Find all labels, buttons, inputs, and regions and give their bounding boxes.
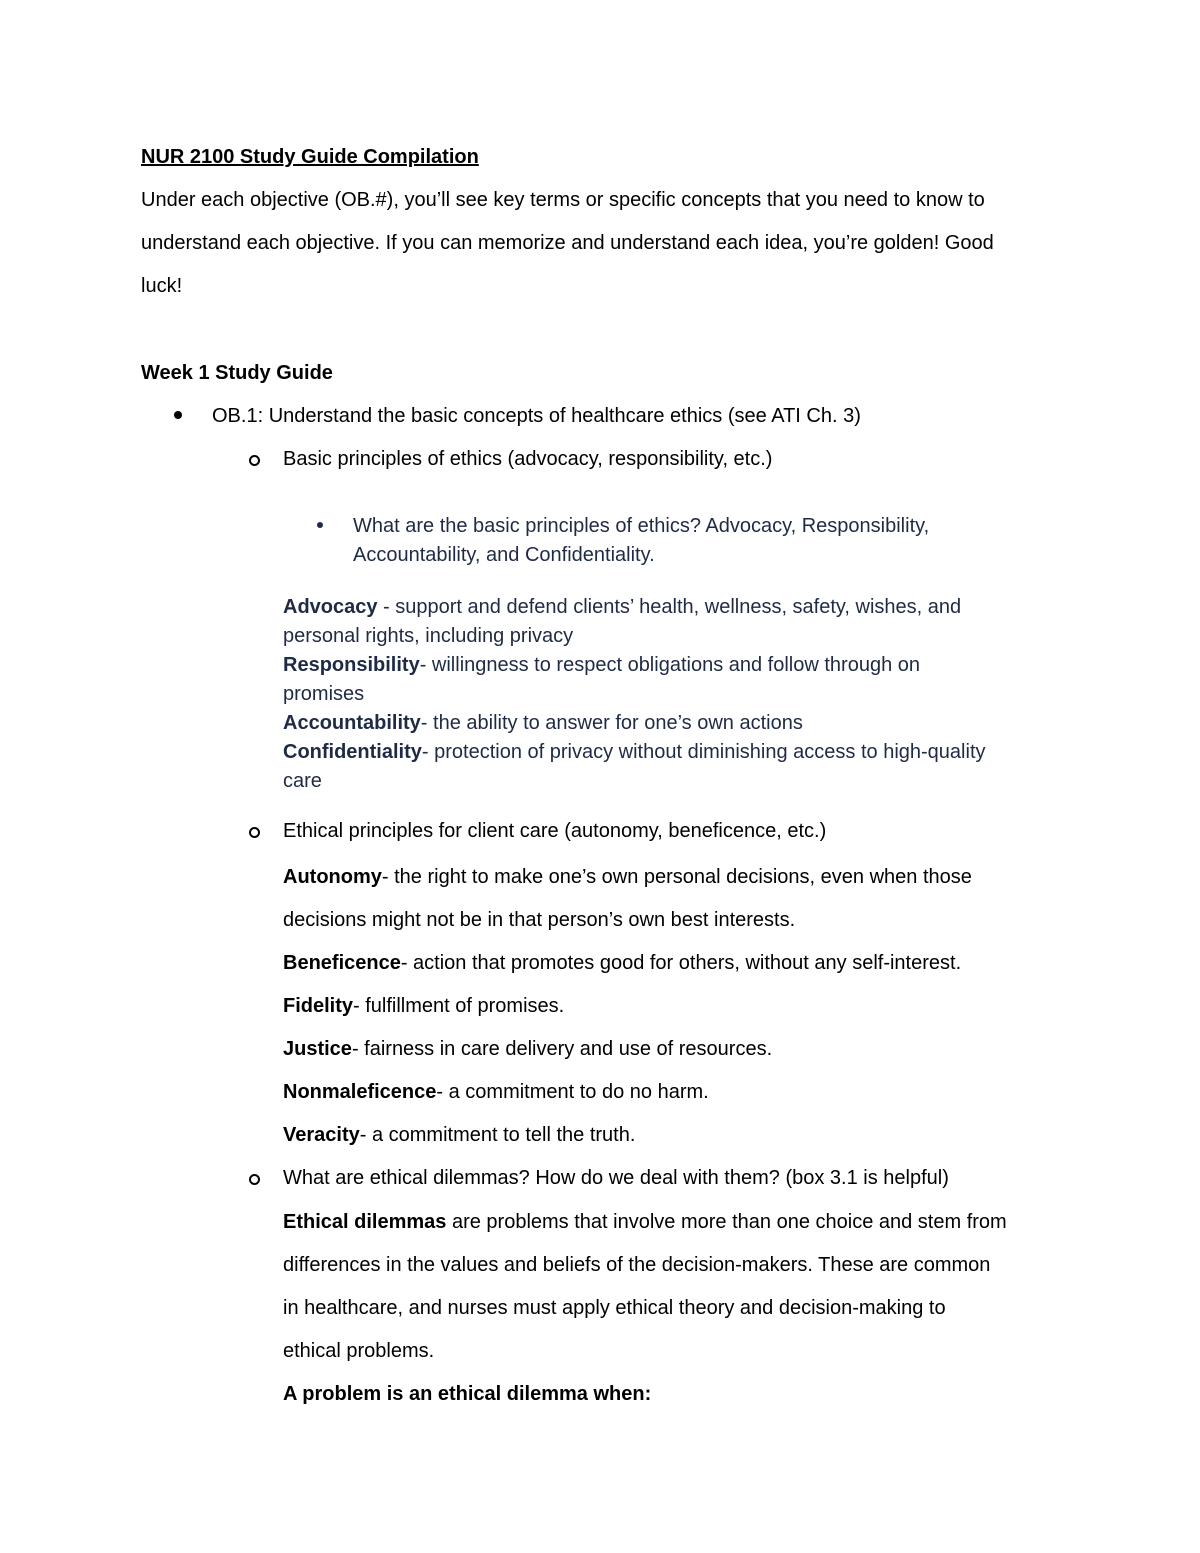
autonomy-line-1 xyxy=(283,864,972,890)
dilemmas-term: Ethical dilemmas xyxy=(283,1211,447,1233)
objective-ob1: OB.1: Understand the basic concepts of healthcare ethics (see ATI Ch. 3) xyxy=(212,405,861,427)
bullet-ring-icon xyxy=(249,455,260,466)
autonomy-definition: - the right to make one’s own personal decisions, even when those xyxy=(381,866,972,888)
responsibility-line-1 xyxy=(283,652,920,678)
responsibility-definition: - willingness to respect obligations and follow through on xyxy=(419,654,920,676)
accountability-line xyxy=(283,710,803,736)
fidelity-line xyxy=(283,993,564,1019)
question-line-1: What are the basic principles of ethics? Advocacy, Responsibility, xyxy=(353,515,930,537)
confidentiality-term: Confidentiality xyxy=(283,741,422,763)
intro-line-1: Under each objective (OB.#), you’ll see key terms or specific concepts that you need to know to xyxy=(141,189,985,211)
intro-line-2: understand each objective. If you can memorize and understand each idea, you’re golden! Good xyxy=(141,232,994,254)
accountability-term: Accountability xyxy=(283,712,421,734)
sub-item-basic-principles: Basic principles of ethics (advocacy, responsibility, etc.) xyxy=(283,448,773,470)
nonmaleficence-term: Nonmaleficence xyxy=(283,1081,437,1103)
dilemmas-definition: are problems that involve more than one choice and stem from xyxy=(446,1211,1007,1233)
fidelity-definition: - fulfillment of promises. xyxy=(353,995,565,1017)
nonmaleficence-line xyxy=(283,1079,709,1105)
question-line-2: Accountability, and Confidentiality. xyxy=(353,544,655,566)
document-title: NUR 2100 Study Guide Compilation xyxy=(141,146,479,168)
justice-definition: - fairness in care delivery and use of resources. xyxy=(351,1038,773,1060)
dilemmas-line-3: in healthcare, and nurses must apply ethical theory and decision-making to xyxy=(283,1297,946,1319)
accountability-definition: - the ability to answer for one’s own actions xyxy=(420,712,803,734)
beneficence-term: Beneficence xyxy=(283,952,401,974)
sub-item-ethical-dilemmas: What are ethical dilemmas? How do we deal with them? (box 3.1 is helpful) xyxy=(283,1167,949,1189)
bullet-ring-icon xyxy=(249,1174,260,1185)
responsibility-term: Responsibility xyxy=(283,654,420,676)
veracity-line xyxy=(283,1122,635,1148)
confidentiality-line-2: care xyxy=(283,770,322,792)
justice-line xyxy=(283,1036,772,1062)
sub-item-client-care: Ethical principles for client care (autonomy, beneficence, etc.) xyxy=(283,820,827,842)
dilemmas-line-1 xyxy=(283,1209,1007,1235)
autonomy-line-2: decisions might not be in that person’s own best interests. xyxy=(283,909,796,931)
dilemmas-line-2: differences in the values and beliefs of the decision-makers. These are common xyxy=(283,1254,991,1276)
advocacy-line-2: personal rights, including privacy xyxy=(283,625,574,647)
bullet-dot-icon xyxy=(174,411,182,419)
week-heading: Week 1 Study Guide xyxy=(141,362,333,384)
bullet-ring-icon xyxy=(249,827,260,838)
confidentiality-line-1 xyxy=(283,739,986,765)
intro-line-3: luck! xyxy=(141,275,183,297)
beneficence-definition: - action that promotes good for others, without any self-interest. xyxy=(400,952,962,974)
dilemma-criteria-heading: A problem is an ethical dilemma when: xyxy=(283,1383,652,1405)
autonomy-term: Autonomy xyxy=(283,866,382,888)
justice-term: Justice xyxy=(283,1038,352,1060)
bullet-small-icon xyxy=(317,522,323,528)
veracity-term: Veracity xyxy=(283,1124,360,1146)
advocacy-line-1 xyxy=(283,594,961,620)
nonmaleficence-definition: - a commitment to do no harm. xyxy=(436,1081,709,1103)
confidentiality-definition: - protection of privacy without diminishing access to high-quality xyxy=(421,741,986,763)
dilemmas-line-4: ethical problems. xyxy=(283,1340,435,1362)
responsibility-line-2: promises xyxy=(283,683,365,705)
advocacy-term: Advocacy xyxy=(283,596,378,618)
beneficence-line xyxy=(283,950,961,976)
advocacy-definition: - support and defend clients’ health, wellness, safety, wishes, and xyxy=(377,596,962,618)
fidelity-term: Fidelity xyxy=(283,995,354,1017)
veracity-definition: - a commitment to tell the truth. xyxy=(359,1124,636,1146)
